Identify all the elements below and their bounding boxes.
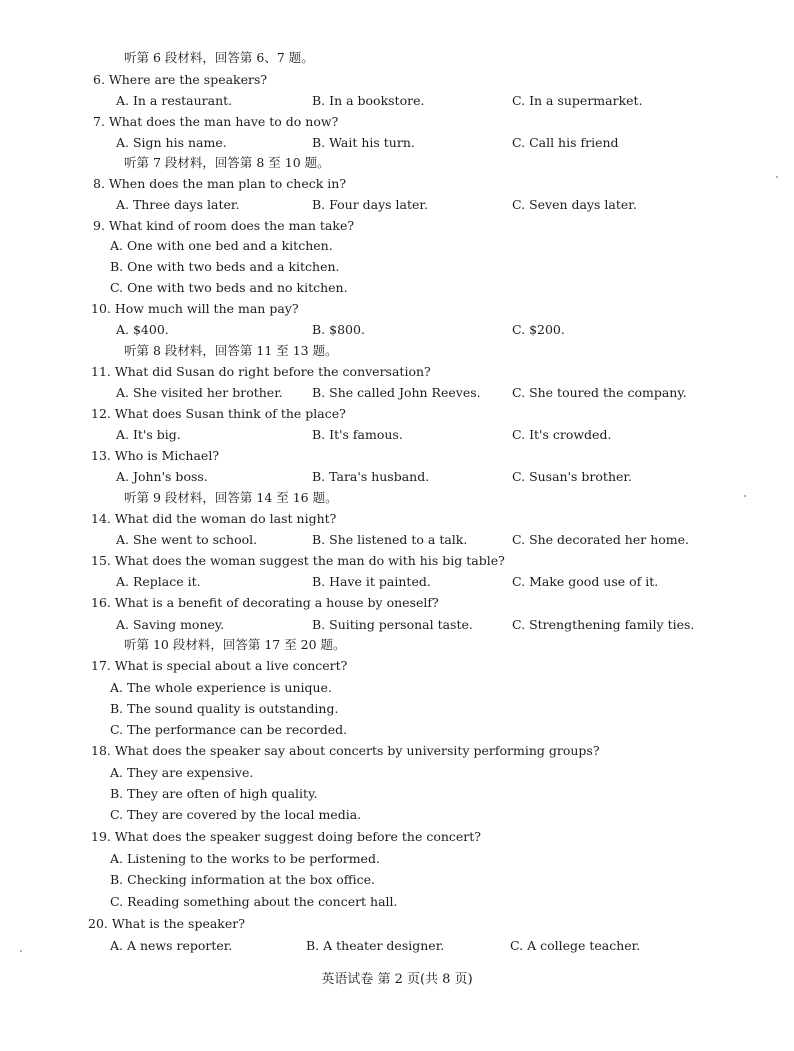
option-10b: B. $800. (312, 322, 365, 337)
option-8a: A. Three days later. (116, 197, 240, 212)
option-14a: A. She went to school. (116, 532, 258, 547)
question-18: 18. What does the speaker say about concerts by university performing groups? (91, 743, 600, 758)
option-17b: B. The sound quality is outstanding. (110, 701, 339, 716)
option-16c: C. Strengthening family ties. (512, 617, 695, 632)
option-13c: C. Susan's brother. (512, 469, 632, 484)
question-12: 12. What does Susan think of the place? (91, 406, 346, 421)
question-9: 9. What kind of room does the man take? (93, 218, 355, 233)
option-15b: B. Have it painted. (312, 574, 431, 589)
section-instruction-7: 听第 7 段材料，回答第 8 至 10 题。 (124, 155, 330, 170)
option-11b: B. She called John Reeves. (312, 385, 481, 400)
option-13a: A. John's boss. (116, 469, 208, 484)
option-20a: A. A news reporter. (110, 938, 233, 953)
question-10: 10. How much will the man pay? (91, 301, 299, 316)
option-9a: A. One with one bed and a kitchen. (110, 238, 333, 253)
option-19c: C. Reading something about the concert hall. (110, 894, 398, 909)
option-18b: B. They are often of high quality. (110, 786, 318, 801)
scan-speck (20, 950, 22, 952)
option-20b: B. A theater designer. (306, 938, 445, 953)
option-14c: C. She decorated her home. (512, 532, 689, 547)
question-19: 19. What does the speaker suggest doing before the concert? (91, 829, 481, 844)
option-12b: B. It's famous. (312, 427, 403, 442)
option-15c: C. Make good use of it. (512, 574, 659, 589)
section-instruction-10: 听第 10 段材料，回答第 17 至 20 题。 (124, 637, 346, 652)
page-footer: 英语试卷 第 2 页(共 8 页) (321, 972, 473, 987)
option-15a: A. Replace it. (116, 574, 201, 589)
option-6c: C. In a supermarket. (512, 93, 643, 108)
option-18c: C. They are covered by the local media. (110, 807, 362, 822)
question-7: 7. What does the man have to do now? (93, 114, 339, 129)
option-13b: B. Tara's husband. (312, 469, 430, 484)
question-20: 20. What is the speaker? (88, 916, 245, 931)
section-instruction-8: 听第 8 段材料，回答第 11 至 13 题。 (124, 343, 338, 358)
option-7a: A. Sign his name. (116, 135, 227, 150)
option-18a: A. They are expensive. (110, 765, 254, 780)
question-11: 11. What did Susan do right before the conversation? (91, 364, 431, 379)
option-10a: A. $400. (116, 322, 169, 337)
question-14: 14. What did the woman do last night? (91, 511, 337, 526)
scan-speck (744, 495, 746, 497)
option-8c: C. Seven days later. (512, 197, 637, 212)
option-12c: C. It's crowded. (512, 427, 612, 442)
section-instruction-9: 听第 9 段材料，回答第 14 至 16 题。 (124, 490, 338, 505)
option-19b: B. Checking information at the box office. (110, 872, 376, 887)
option-17c: C. The performance can be recorded. (110, 722, 348, 737)
option-10c: C. $200. (512, 322, 565, 337)
option-11c: C. She toured the company. (512, 385, 687, 400)
option-12a: A. It's big. (116, 427, 181, 442)
option-16b: B. Suiting personal taste. (312, 617, 473, 632)
option-19a: A. Listening to the works to be performed. (110, 851, 380, 866)
option-9c: C. One with two beds and no kitchen. (110, 280, 348, 295)
question-16: 16. What is a benefit of decorating a house by oneself? (91, 595, 439, 610)
question-6: 6. Where are the speakers? (93, 72, 268, 87)
option-11a: A. She visited her brother. (116, 385, 283, 400)
question-15: 15. What does the woman suggest the man do with his big table? (91, 553, 505, 568)
section-instruction-6: 听第 6 段材料，回答第 6、7 题。 (124, 50, 314, 65)
option-17a: A. The whole experience is unique. (110, 680, 332, 695)
option-6a: A. In a restaurant. (116, 93, 233, 108)
option-6b: B. In a bookstore. (312, 93, 425, 108)
option-7b: B. Wait his turn. (312, 135, 415, 150)
question-13: 13. Who is Michael? (91, 448, 220, 463)
question-17: 17. What is special about a live concert? (91, 658, 348, 673)
option-7c: C. Call his friend (512, 135, 619, 150)
option-16a: A. Saving money. (116, 617, 225, 632)
scan-speck (776, 176, 778, 178)
question-8: 8. When does the man plan to check in? (93, 176, 347, 191)
option-8b: B. Four days later. (312, 197, 428, 212)
option-20c: C. A college teacher. (510, 938, 641, 953)
option-9b: B. One with two beds and a kitchen. (110, 259, 340, 274)
option-14b: B. She listened to a talk. (312, 532, 468, 547)
